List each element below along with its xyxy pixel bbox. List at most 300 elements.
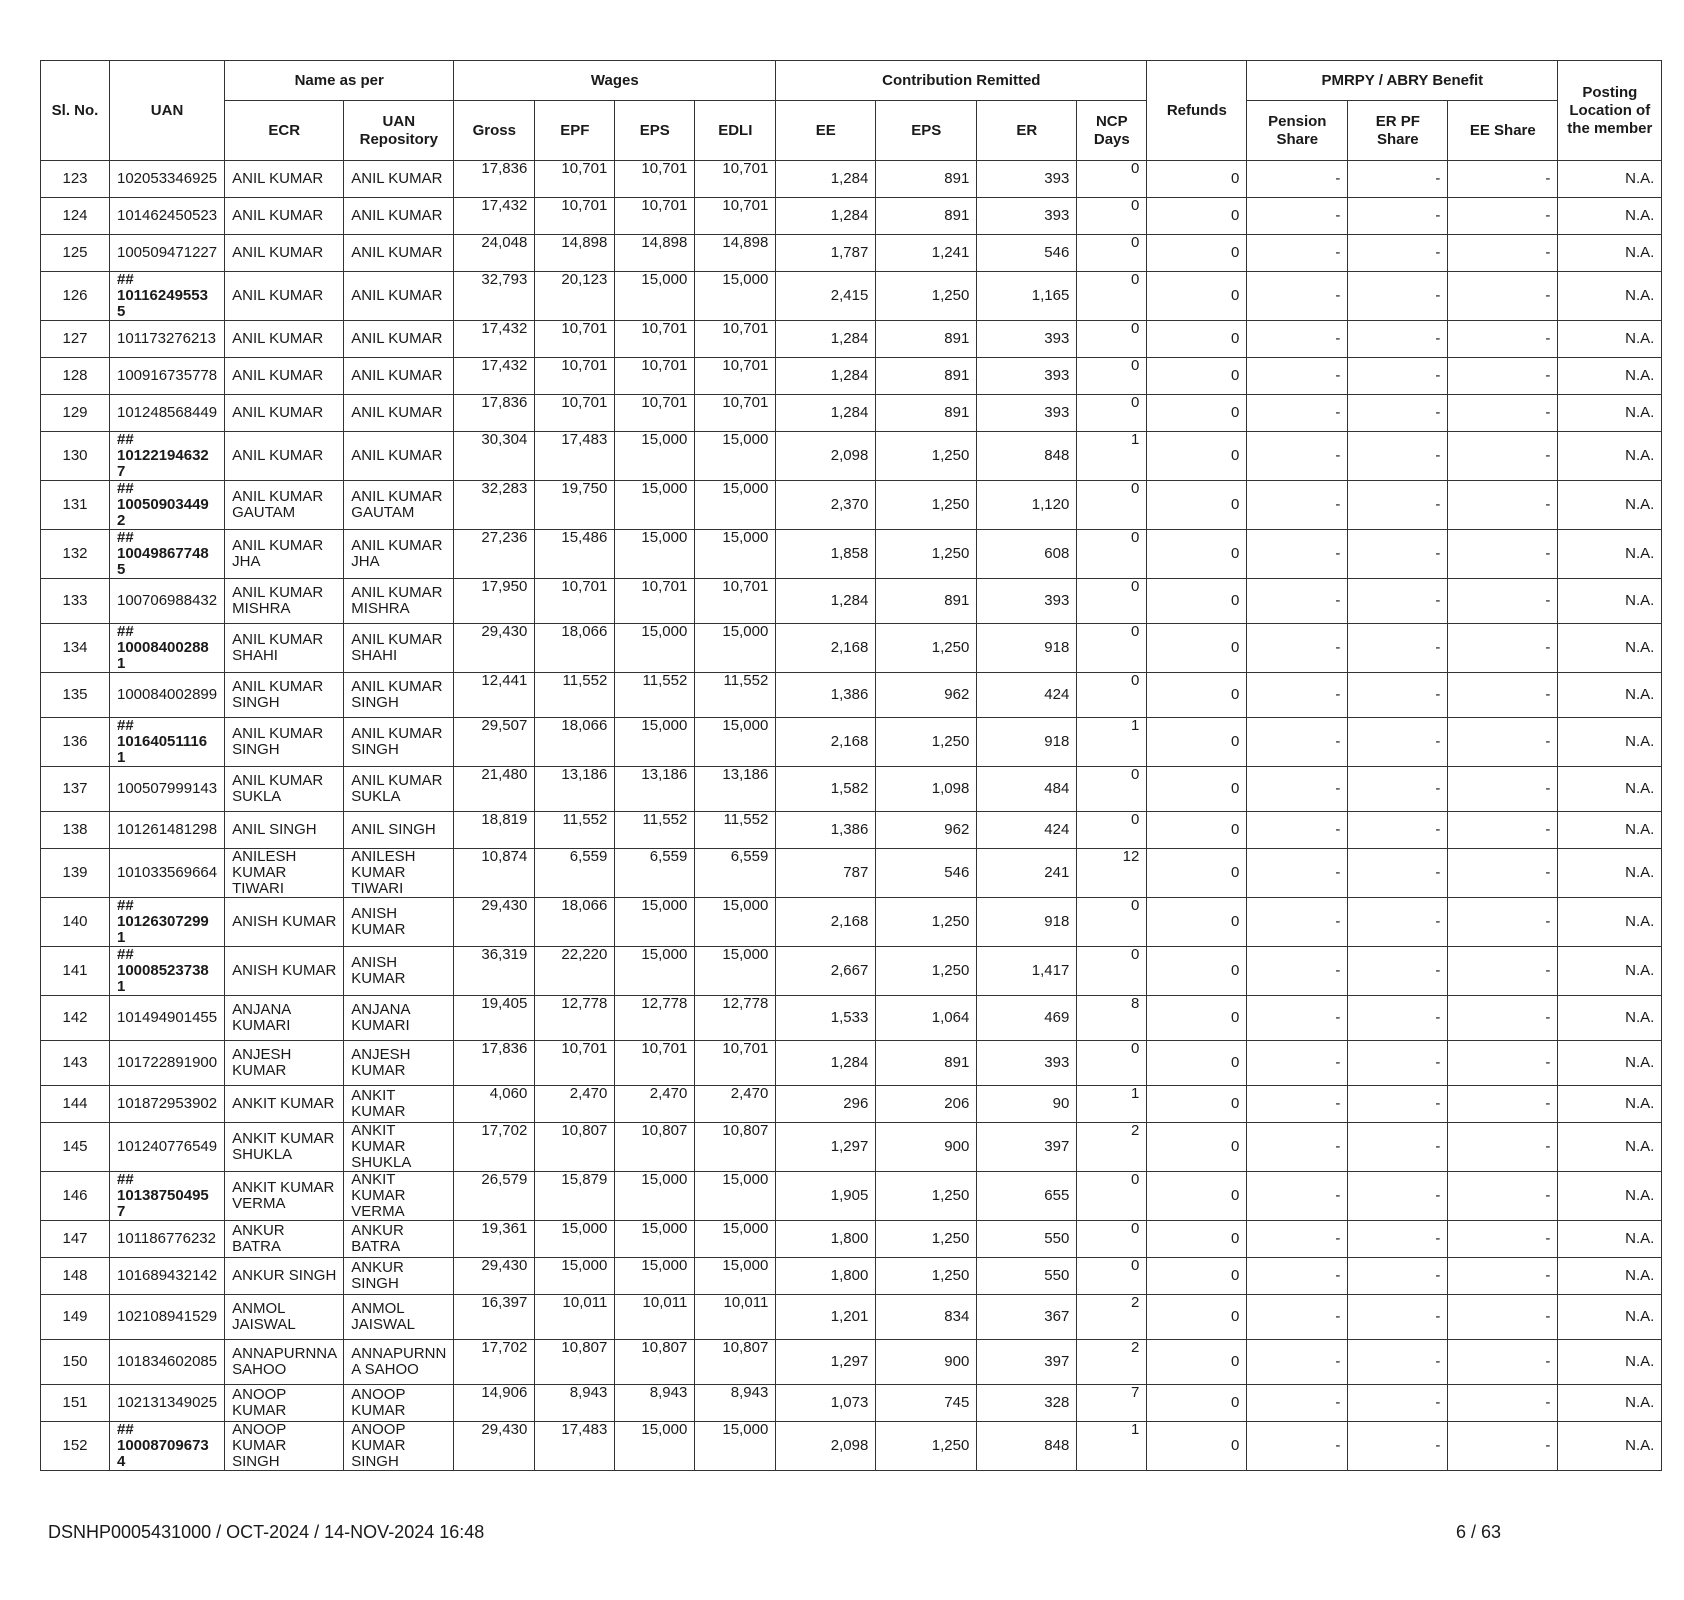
cell-gross: 19,361 <box>454 1221 535 1258</box>
cell-edli: 2,470 <box>695 1086 776 1123</box>
cell-contrib-eps: 1,064 <box>876 996 977 1041</box>
col-edli: EDLI <box>695 101 776 161</box>
cell-repository-name: ANIL KUMAR JHA <box>344 530 454 579</box>
cell-eps: 15,000 <box>615 432 695 481</box>
cell-epf: 10,701 <box>535 1041 615 1086</box>
cell-ncp-days: 1 <box>1077 718 1147 767</box>
cell-pension-share: - <box>1247 235 1348 272</box>
cell-ee-share: - <box>1448 1123 1558 1172</box>
cell-ecr-name: ANIL KUMAR SINGH <box>225 673 344 718</box>
col-sl-no: Sl. No. <box>41 61 110 161</box>
cell-ncp-days: 0 <box>1077 812 1147 849</box>
cell-ncp-days: 0 <box>1077 358 1147 395</box>
cell-ee-share: - <box>1448 767 1558 812</box>
cell-repository-name: ANIL KUMAR SINGH <box>344 673 454 718</box>
cell-er-pf-share: - <box>1348 272 1448 321</box>
cell-uan: 100507999143 <box>110 767 225 812</box>
cell-uan: 101173276213 <box>110 321 225 358</box>
cell-uan: 101186776232 <box>110 1221 225 1258</box>
cell-ecr-name: ANISH KUMAR <box>225 947 344 996</box>
cell-ncp-days: 0 <box>1077 624 1147 673</box>
cell-contrib-eps: 891 <box>876 161 977 198</box>
cell-er: 1,165 <box>977 272 1077 321</box>
cell-posting-location: N.A. <box>1558 898 1662 947</box>
cell-ee: 1,073 <box>776 1385 876 1422</box>
cell-contrib-eps: 962 <box>876 673 977 718</box>
cell-refunds: 0 <box>1147 718 1247 767</box>
cell-epf: 14,898 <box>535 235 615 272</box>
cell-edli: 8,943 <box>695 1385 776 1422</box>
cell-posting-location: N.A. <box>1558 272 1662 321</box>
cell-refunds: 0 <box>1147 624 1247 673</box>
cell-refunds: 0 <box>1147 1123 1247 1172</box>
cell-refunds: 0 <box>1147 1340 1247 1385</box>
table-row <box>41 1086 1662 1123</box>
table-row <box>41 1041 1662 1086</box>
cell-er-pf-share: - <box>1348 1340 1448 1385</box>
document-reference: DSNHP0005431000 / OCT-2024 / 14-NOV-2024 16:48 <box>48 1522 485 1542</box>
cell-posting-location: N.A. <box>1558 1172 1662 1221</box>
cell-repository-name: ANILESH KUMAR TIWARI <box>344 849 454 898</box>
cell-repository-name: ANOOP KUMAR <box>344 1385 454 1422</box>
cell-uan: ## 10126307299 1 <box>110 898 225 947</box>
cell-posting-location: N.A. <box>1558 1258 1662 1295</box>
table-row <box>41 161 1662 198</box>
cell-posting-location: N.A. <box>1558 432 1662 481</box>
cell-ee: 787 <box>776 849 876 898</box>
cell-ncp-days: 0 <box>1077 272 1147 321</box>
cell-ee-share: - <box>1448 1172 1558 1221</box>
cell-uan: ## 10122194632 7 <box>110 432 225 481</box>
cell-repository-name: ANIL SINGH <box>344 812 454 849</box>
table-row <box>41 1123 1662 1172</box>
cell-ecr-name: ANIL KUMAR SHAHI <box>225 624 344 673</box>
cell-er-pf-share: - <box>1348 996 1448 1041</box>
cell-uan: 101834602085 <box>110 1340 225 1385</box>
cell-repository-name: ANIL KUMAR SHAHI <box>344 624 454 673</box>
cell-edli: 10,701 <box>695 161 776 198</box>
cell-gross: 29,430 <box>454 898 535 947</box>
cell-ee-share: - <box>1448 1086 1558 1123</box>
cell-er-pf-share: - <box>1348 849 1448 898</box>
cell-ee-share: - <box>1448 1295 1558 1340</box>
cell-er: 393 <box>977 321 1077 358</box>
cell-posting-location: N.A. <box>1558 1123 1662 1172</box>
cell-ee: 2,168 <box>776 718 876 767</box>
cell-ecr-name: ANISH KUMAR <box>225 898 344 947</box>
cell-ee: 2,168 <box>776 624 876 673</box>
col-uan: UAN <box>110 61 225 161</box>
cell-sl-no: 140 <box>41 898 110 947</box>
cell-edli: 15,000 <box>695 1172 776 1221</box>
cell-ecr-name: ANIL KUMAR <box>225 235 344 272</box>
cell-ee-share: - <box>1448 530 1558 579</box>
cell-pension-share: - <box>1247 481 1348 530</box>
cell-ncp-days: 0 <box>1077 395 1147 432</box>
cell-epf: 10,807 <box>535 1123 615 1172</box>
cell-epf: 18,066 <box>535 624 615 673</box>
col-ecr: ECR <box>225 101 344 161</box>
cell-sl-no: 142 <box>41 996 110 1041</box>
cell-ee-share: - <box>1448 947 1558 996</box>
cell-ee: 1,533 <box>776 996 876 1041</box>
cell-ncp-days: 1 <box>1077 1086 1147 1123</box>
table-row <box>41 1221 1662 1258</box>
cell-refunds: 0 <box>1147 1041 1247 1086</box>
cell-sl-no: 137 <box>41 767 110 812</box>
cell-posting-location: N.A. <box>1558 1295 1662 1340</box>
cell-ee-share: - <box>1448 812 1558 849</box>
cell-pension-share: - <box>1247 947 1348 996</box>
cell-ee: 1,386 <box>776 673 876 718</box>
cell-uan: 100706988432 <box>110 579 225 624</box>
cell-ee-share: - <box>1448 624 1558 673</box>
cell-pension-share: - <box>1247 198 1348 235</box>
cell-eps: 10,701 <box>615 579 695 624</box>
table-row <box>41 530 1662 579</box>
cell-pension-share: - <box>1247 272 1348 321</box>
cell-uan: ## 10008400288 1 <box>110 624 225 673</box>
col-pension-share: Pension Share <box>1247 101 1348 161</box>
cell-gross: 29,430 <box>454 624 535 673</box>
table-row <box>41 947 1662 996</box>
cell-er-pf-share: - <box>1348 1172 1448 1221</box>
cell-contrib-eps: 1,250 <box>876 947 977 996</box>
cell-ee: 1,582 <box>776 767 876 812</box>
cell-refunds: 0 <box>1147 812 1247 849</box>
cell-ncp-days: 0 <box>1077 161 1147 198</box>
table-row <box>41 996 1662 1041</box>
cell-ecr-name: ANKIT KUMAR VERMA <box>225 1172 344 1221</box>
cell-repository-name: ANISH KUMAR <box>344 947 454 996</box>
cell-ncp-days: 0 <box>1077 235 1147 272</box>
cell-er: 848 <box>977 1422 1077 1471</box>
cell-eps: 10,807 <box>615 1123 695 1172</box>
cell-eps: 14,898 <box>615 235 695 272</box>
cell-gross: 17,702 <box>454 1340 535 1385</box>
cell-pension-share: - <box>1247 1340 1348 1385</box>
cell-er: 918 <box>977 898 1077 947</box>
cell-pension-share: - <box>1247 812 1348 849</box>
cell-repository-name: ANIL KUMAR MISHRA <box>344 579 454 624</box>
cell-gross: 10,874 <box>454 849 535 898</box>
cell-ee-share: - <box>1448 1221 1558 1258</box>
cell-ee: 1,858 <box>776 530 876 579</box>
cell-eps: 15,000 <box>615 718 695 767</box>
cell-gross: 17,950 <box>454 579 535 624</box>
cell-gross: 17,836 <box>454 1041 535 1086</box>
cell-er-pf-share: - <box>1348 673 1448 718</box>
cell-gross: 27,236 <box>454 530 535 579</box>
cell-refunds: 0 <box>1147 481 1247 530</box>
cell-ee: 2,415 <box>776 272 876 321</box>
cell-contrib-eps: 1,098 <box>876 767 977 812</box>
ecr-contribution-table <box>40 60 1662 1471</box>
cell-sl-no: 126 <box>41 272 110 321</box>
cell-ncp-days: 0 <box>1077 767 1147 812</box>
cell-gross: 17,836 <box>454 161 535 198</box>
cell-epf: 15,000 <box>535 1221 615 1258</box>
cell-er: 393 <box>977 198 1077 235</box>
cell-posting-location: N.A. <box>1558 812 1662 849</box>
cell-eps: 8,943 <box>615 1385 695 1422</box>
cell-epf: 8,943 <box>535 1385 615 1422</box>
cell-er: 918 <box>977 718 1077 767</box>
cell-eps: 15,000 <box>615 624 695 673</box>
cell-edli: 15,000 <box>695 272 776 321</box>
cell-posting-location: N.A. <box>1558 1221 1662 1258</box>
cell-sl-no: 152 <box>41 1422 110 1471</box>
cell-ecr-name: ANIL KUMAR <box>225 358 344 395</box>
cell-eps: 15,000 <box>615 272 695 321</box>
cell-ee: 1,297 <box>776 1340 876 1385</box>
cell-refunds: 0 <box>1147 161 1247 198</box>
cell-gross: 21,480 <box>454 767 535 812</box>
table-body <box>41 161 1662 1471</box>
cell-posting-location: N.A. <box>1558 235 1662 272</box>
cell-er: 328 <box>977 1385 1077 1422</box>
cell-sl-no: 127 <box>41 321 110 358</box>
cell-edli: 15,000 <box>695 1422 776 1471</box>
cell-ncp-days: 0 <box>1077 1258 1147 1295</box>
cell-er: 241 <box>977 849 1077 898</box>
cell-refunds: 0 <box>1147 530 1247 579</box>
cell-repository-name: ANKUR BATRA <box>344 1221 454 1258</box>
cell-sl-no: 141 <box>41 947 110 996</box>
cell-gross: 17,432 <box>454 358 535 395</box>
cell-pension-share: - <box>1247 395 1348 432</box>
table-row <box>41 812 1662 849</box>
cell-ee-share: - <box>1448 1385 1558 1422</box>
cell-sl-no: 136 <box>41 718 110 767</box>
cell-er-pf-share: - <box>1348 1385 1448 1422</box>
cell-er: 393 <box>977 358 1077 395</box>
cell-uan: ## 10116249553 5 <box>110 272 225 321</box>
cell-gross: 29,430 <box>454 1258 535 1295</box>
cell-edli: 10,701 <box>695 395 776 432</box>
cell-epf: 15,486 <box>535 530 615 579</box>
cell-epf: 10,701 <box>535 395 615 432</box>
cell-edli: 15,000 <box>695 947 776 996</box>
cell-edli: 10,701 <box>695 198 776 235</box>
cell-eps: 15,000 <box>615 947 695 996</box>
cell-er: 393 <box>977 579 1077 624</box>
cell-eps: 15,000 <box>615 1422 695 1471</box>
cell-edli: 15,000 <box>695 624 776 673</box>
cell-eps: 10,807 <box>615 1340 695 1385</box>
cell-gross: 36,319 <box>454 947 535 996</box>
table-row <box>41 272 1662 321</box>
cell-uan: 101033569664 <box>110 849 225 898</box>
cell-epf: 6,559 <box>535 849 615 898</box>
cell-pension-share: - <box>1247 898 1348 947</box>
cell-er: 546 <box>977 235 1077 272</box>
cell-uan: 101722891900 <box>110 1041 225 1086</box>
cell-edli: 15,000 <box>695 898 776 947</box>
table-row <box>41 579 1662 624</box>
cell-ee: 2,168 <box>776 898 876 947</box>
cell-eps: 11,552 <box>615 812 695 849</box>
page-number: 6 / 63 <box>1456 1522 1502 1542</box>
cell-sl-no: 148 <box>41 1258 110 1295</box>
table-row <box>41 767 1662 812</box>
cell-ee-share: - <box>1448 849 1558 898</box>
cell-eps: 10,701 <box>615 161 695 198</box>
cell-uan: ## 10008523738 1 <box>110 947 225 996</box>
cell-gross: 29,430 <box>454 1422 535 1471</box>
cell-er-pf-share: - <box>1348 1123 1448 1172</box>
cell-sl-no: 131 <box>41 481 110 530</box>
cell-edli: 10,807 <box>695 1123 776 1172</box>
cell-ecr-name: ANIL KUMAR SINGH <box>225 718 344 767</box>
cell-er: 1,120 <box>977 481 1077 530</box>
cell-uan: 102131349025 <box>110 1385 225 1422</box>
cell-ncp-days: 0 <box>1077 321 1147 358</box>
cell-edli: 10,701 <box>695 358 776 395</box>
cell-ncp-days: 0 <box>1077 198 1147 235</box>
cell-edli: 12,778 <box>695 996 776 1041</box>
cell-sl-no: 135 <box>41 673 110 718</box>
cell-refunds: 0 <box>1147 1295 1247 1340</box>
cell-sl-no: 125 <box>41 235 110 272</box>
cell-repository-name: ANIL KUMAR <box>344 432 454 481</box>
cell-posting-location: N.A. <box>1558 947 1662 996</box>
cell-sl-no: 134 <box>41 624 110 673</box>
cell-uan: 101240776549 <box>110 1123 225 1172</box>
cell-refunds: 0 <box>1147 358 1247 395</box>
cell-er-pf-share: - <box>1348 321 1448 358</box>
cell-er: 1,417 <box>977 947 1077 996</box>
cell-epf: 15,000 <box>535 1258 615 1295</box>
cell-gross: 17,836 <box>454 395 535 432</box>
cell-er: 550 <box>977 1221 1077 1258</box>
cell-ee: 1,284 <box>776 579 876 624</box>
cell-pension-share: - <box>1247 530 1348 579</box>
cell-contrib-eps: 1,250 <box>876 718 977 767</box>
cell-ncp-days: 0 <box>1077 673 1147 718</box>
cell-repository-name: ANNAPURNN A SAHOO <box>344 1340 454 1385</box>
cell-eps: 15,000 <box>615 1172 695 1221</box>
cell-posting-location: N.A. <box>1558 673 1662 718</box>
cell-epf: 18,066 <box>535 898 615 947</box>
cell-repository-name: ANIL KUMAR <box>344 272 454 321</box>
cell-ecr-name: ANIL KUMAR <box>225 321 344 358</box>
cell-uan: 100084002899 <box>110 673 225 718</box>
cell-gross: 29,507 <box>454 718 535 767</box>
cell-ncp-days: 0 <box>1077 530 1147 579</box>
cell-ee-share: - <box>1448 1041 1558 1086</box>
cell-posting-location: N.A. <box>1558 358 1662 395</box>
col-refunds: Refunds <box>1147 61 1247 161</box>
cell-uan: 101494901455 <box>110 996 225 1041</box>
cell-er-pf-share: - <box>1348 947 1448 996</box>
cell-pension-share: - <box>1247 624 1348 673</box>
cell-er: 393 <box>977 395 1077 432</box>
cell-epf: 11,552 <box>535 673 615 718</box>
cell-repository-name: ANIL KUMAR SUKLA <box>344 767 454 812</box>
cell-eps: 15,000 <box>615 481 695 530</box>
cell-refunds: 0 <box>1147 849 1247 898</box>
cell-posting-location: N.A. <box>1558 481 1662 530</box>
cell-ee-share: - <box>1448 673 1558 718</box>
cell-sl-no: 147 <box>41 1221 110 1258</box>
cell-refunds: 0 <box>1147 321 1247 358</box>
cell-ee: 1,284 <box>776 198 876 235</box>
cell-contrib-eps: 891 <box>876 198 977 235</box>
cell-ncp-days: 0 <box>1077 1041 1147 1086</box>
cell-repository-name: ANIL KUMAR <box>344 198 454 235</box>
cell-er: 393 <box>977 1041 1077 1086</box>
cell-er: 393 <box>977 161 1077 198</box>
cell-edli: 10,701 <box>695 1041 776 1086</box>
cell-er-pf-share: - <box>1348 395 1448 432</box>
cell-uan: 102108941529 <box>110 1295 225 1340</box>
cell-ee-share: - <box>1448 198 1558 235</box>
table-row <box>41 718 1662 767</box>
cell-ecr-name: ANKUR SINGH <box>225 1258 344 1295</box>
cell-contrib-eps: 1,250 <box>876 1172 977 1221</box>
cell-gross: 32,283 <box>454 481 535 530</box>
cell-pension-share: - <box>1247 1086 1348 1123</box>
cell-er-pf-share: - <box>1348 624 1448 673</box>
cell-repository-name: ANIL KUMAR <box>344 358 454 395</box>
cell-er-pf-share: - <box>1348 1295 1448 1340</box>
cell-contrib-eps: 1,250 <box>876 1258 977 1295</box>
col-contrib-eps: EPS <box>876 101 977 161</box>
group-contribution-remitted: Contribution Remitted <box>776 61 1147 101</box>
cell-ee: 2,098 <box>776 432 876 481</box>
cell-ecr-name: ANKIT KUMAR SHUKLA <box>225 1123 344 1172</box>
cell-ee: 2,098 <box>776 1422 876 1471</box>
cell-sl-no: 130 <box>41 432 110 481</box>
table-row <box>41 198 1662 235</box>
cell-gross: 4,060 <box>454 1086 535 1123</box>
cell-eps: 10,701 <box>615 1041 695 1086</box>
cell-er-pf-share: - <box>1348 1086 1448 1123</box>
cell-ecr-name: ANIL KUMAR <box>225 272 344 321</box>
cell-ee: 1,201 <box>776 1295 876 1340</box>
cell-er-pf-share: - <box>1348 358 1448 395</box>
cell-epf: 13,186 <box>535 767 615 812</box>
cell-er-pf-share: - <box>1348 198 1448 235</box>
cell-edli: 15,000 <box>695 1221 776 1258</box>
cell-uan: ## 10049867748 5 <box>110 530 225 579</box>
cell-edli: 14,898 <box>695 235 776 272</box>
cell-refunds: 0 <box>1147 395 1247 432</box>
cell-er: 484 <box>977 767 1077 812</box>
cell-contrib-eps: 962 <box>876 812 977 849</box>
cell-ncp-days: 2 <box>1077 1295 1147 1340</box>
cell-repository-name: ANIL KUMAR <box>344 161 454 198</box>
cell-ecr-name: ANIL SINGH <box>225 812 344 849</box>
cell-contrib-eps: 1,250 <box>876 481 977 530</box>
group-wages: Wages <box>454 61 776 101</box>
cell-repository-name: ANIL KUMAR GAUTAM <box>344 481 454 530</box>
cell-contrib-eps: 1,250 <box>876 1422 977 1471</box>
cell-ee-share: - <box>1448 898 1558 947</box>
cell-contrib-eps: 1,250 <box>876 1221 977 1258</box>
cell-refunds: 0 <box>1147 432 1247 481</box>
col-uan-repository: UAN Repository <box>344 101 454 161</box>
cell-sl-no: 133 <box>41 579 110 624</box>
cell-ee: 1,284 <box>776 1041 876 1086</box>
cell-repository-name: ANISH KUMAR <box>344 898 454 947</box>
cell-uan: ## 10050903449 2 <box>110 481 225 530</box>
cell-ncp-days: 7 <box>1077 1385 1147 1422</box>
cell-repository-name: ANIL KUMAR <box>344 321 454 358</box>
col-ee: EE <box>776 101 876 161</box>
cell-er: 550 <box>977 1258 1077 1295</box>
